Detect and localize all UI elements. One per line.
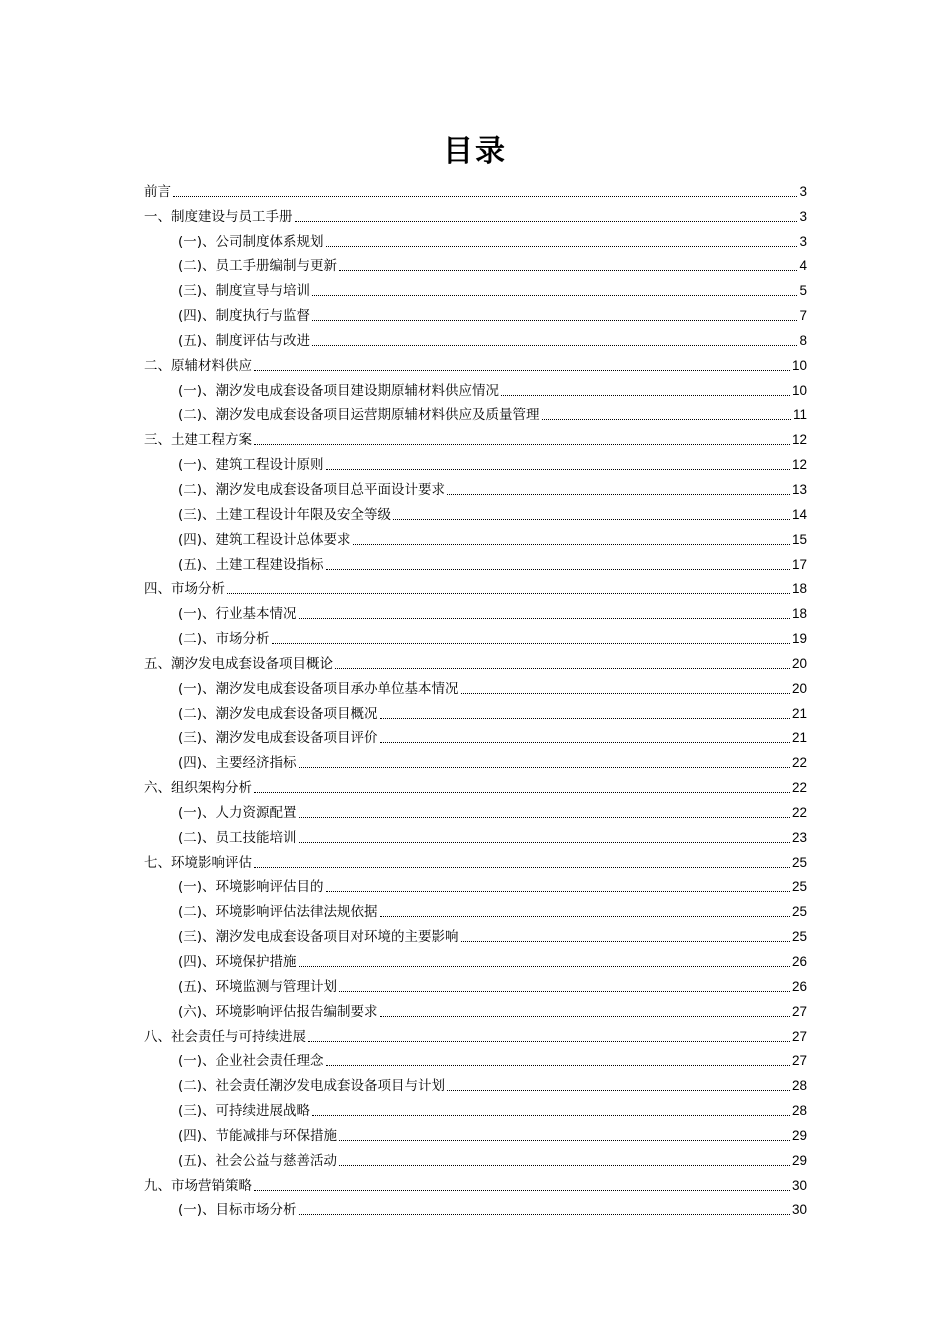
toc-section-entry[interactable] [144, 226, 807, 251]
toc-chapter-entry[interactable] [144, 176, 807, 201]
toc-dot-leader [254, 370, 790, 371]
toc-chapter-entry[interactable] [144, 350, 807, 375]
toc-page-number: 3 [799, 183, 807, 199]
toc-entry-label: (四)、建筑工程设计总体要求 [178, 531, 351, 548]
toc-page-number: 12 [791, 432, 807, 448]
toc-page-number: 19 [791, 631, 807, 647]
toc-page-number: 7 [799, 308, 807, 324]
toc-dot-leader [353, 544, 790, 545]
toc-dot-leader [501, 395, 790, 396]
toc-section-entry[interactable] [144, 996, 807, 1021]
toc-page-number: 30 [791, 1202, 807, 1218]
toc-section-entry[interactable] [144, 1046, 807, 1071]
toc-section-entry[interactable] [144, 623, 807, 648]
toc-dot-leader [299, 618, 790, 619]
toc-entry-label: 七、环境影响评估 [144, 854, 252, 871]
toc-dot-leader [339, 270, 797, 271]
toc-page-number: 27 [791, 1003, 807, 1019]
toc-dot-leader [295, 221, 798, 222]
toc-entry-label: (一)、建筑工程设计原则 [178, 457, 324, 474]
toc-dot-leader [326, 891, 790, 892]
toc-page-number: 20 [791, 680, 807, 696]
toc-dot-leader [461, 693, 790, 694]
toc-section-entry[interactable] [144, 375, 807, 400]
toc-entry-label: (二)、潮汐发电成套设备项目概况 [178, 705, 378, 722]
toc-dot-leader [380, 916, 790, 917]
toc-dot-leader [299, 767, 790, 768]
toc-entry-label: (二)、员工手册编制与更新 [178, 258, 338, 275]
toc-dot-leader [326, 469, 790, 470]
toc-section-entry[interactable] [144, 549, 807, 574]
toc-page-number: 29 [791, 1127, 807, 1143]
toc-entry-label: (一)、潮汐发电成套设备项目承办单位基本情况 [178, 680, 459, 697]
toc-dot-leader [299, 842, 790, 843]
toc-chapter-entry[interactable] [144, 847, 807, 872]
toc-section-entry[interactable] [144, 1095, 807, 1120]
toc-page-number: 8 [799, 332, 807, 348]
toc-page-number: 3 [799, 233, 807, 249]
toc-dot-leader [339, 991, 790, 992]
toc-entry-label: (四)、环境保护措施 [178, 954, 297, 970]
toc-dot-leader [339, 1140, 790, 1141]
toc-page-number: 25 [791, 929, 807, 945]
toc-page-number: 27 [791, 1053, 807, 1069]
toc-entry-label: (一)、企业社会责任理念 [178, 1053, 324, 1070]
toc-section-entry[interactable] [144, 300, 807, 325]
toc-chapter-entry[interactable] [144, 1170, 807, 1195]
toc-entry-label: (四)、主要经济指标 [178, 755, 297, 772]
toc-dot-leader [254, 1190, 790, 1191]
toc-page-number: 14 [791, 506, 807, 522]
toc-page-number: 22 [791, 755, 807, 771]
toc-chapter-entry[interactable] [144, 772, 807, 797]
toc-entry-label: (五)、社会公益与慈善活动 [178, 1152, 338, 1169]
toc-page-number: 5 [799, 283, 807, 299]
toc-dot-leader [312, 295, 797, 296]
toc-entry-label: 六、组织架构分析 [144, 780, 252, 797]
toc-entry-label: 三、土建工程方案 [144, 432, 252, 449]
toc-page-number: 17 [791, 556, 807, 572]
toc-chapter-entry[interactable] [144, 424, 807, 449]
toc-section-entry[interactable] [144, 449, 807, 474]
toc-section-entry[interactable] [144, 400, 807, 425]
toc-dot-leader [254, 792, 790, 793]
toc-entry-label: (一)、目标市场分析 [178, 1202, 297, 1219]
toc-entry-label: (二)、潮汐发电成套设备项目运营期原辅材料供应及质量管理 [178, 407, 540, 424]
toc-section-entry[interactable] [144, 1070, 807, 1095]
toc-section-entry[interactable] [144, 822, 807, 847]
toc-entry-label: (一)、行业基本情况 [178, 606, 297, 623]
toc-page-number: 21 [791, 730, 807, 746]
toc-entry-label: (一)、环境影响评估目的 [178, 879, 324, 896]
toc-page-number: 13 [791, 481, 807, 497]
toc-page-number: 21 [791, 705, 807, 721]
toc-page-number: 28 [791, 1078, 807, 1094]
toc-page-number: 20 [791, 655, 807, 671]
toc-page-number: 26 [791, 978, 807, 994]
toc-dot-leader [254, 444, 790, 445]
toc-section-entry[interactable] [144, 896, 807, 921]
toc-entry-label: (三)、制度宣导与培训 [178, 283, 311, 300]
toc-section-entry[interactable] [144, 723, 807, 748]
toc-title: 目录 [443, 134, 507, 169]
toc-entry-label: (五)、土建工程建设指标 [178, 556, 324, 573]
toc-page-number: 10 [791, 357, 807, 373]
toc-entry-label: 九、市场营销策略 [144, 1177, 252, 1194]
toc-dot-leader [312, 1115, 790, 1116]
toc-dot-leader [254, 867, 790, 868]
toc-page-number: 30 [791, 1177, 807, 1193]
toc-section-entry[interactable] [144, 1195, 807, 1220]
toc-entry-label: (三)、土建工程设计年限及安全等级 [178, 506, 392, 523]
toc-dot-leader [227, 593, 790, 594]
toc-page-number: 25 [791, 904, 807, 920]
toc-section-entry[interactable] [144, 1120, 807, 1145]
toc-dot-leader [326, 1065, 790, 1066]
toc-page-number: 28 [791, 1103, 807, 1119]
toc-dot-leader [299, 1214, 790, 1215]
toc-section-entry[interactable] [144, 797, 807, 822]
toc-dot-leader [308, 1041, 790, 1042]
toc-page-number: 23 [791, 829, 807, 845]
toc-section-entry[interactable] [144, 747, 807, 772]
toc-page-number: 12 [791, 457, 807, 473]
toc-page-number: 4 [799, 258, 807, 274]
toc-dot-leader [447, 494, 790, 495]
toc-entry-label: (六)、环境影响评估报告编制要求 [178, 1003, 378, 1020]
toc-section-entry[interactable] [144, 946, 807, 971]
toc-dot-leader [339, 1165, 790, 1166]
toc-section-entry[interactable] [144, 698, 807, 723]
toc-dot-leader [447, 1090, 790, 1091]
toc-page-number: 18 [791, 581, 807, 597]
toc-dot-leader [272, 643, 790, 644]
toc-page-number: 18 [791, 606, 807, 622]
toc-dot-leader [312, 320, 797, 321]
toc-section-entry[interactable] [144, 872, 807, 897]
toc-section-entry[interactable] [144, 921, 807, 946]
toc-entry-label: (一)、潮汐发电成套设备项目建设期原辅材料供应情况 [178, 382, 500, 399]
toc-section-entry[interactable] [144, 1145, 807, 1170]
toc-entry-label: (三)、潮汐发电成套设备项目对环境的主要影响 [178, 929, 459, 946]
toc-page-number: 15 [791, 531, 807, 547]
toc-entry-label: 五、潮汐发电成套设备项目概论 [144, 655, 333, 672]
toc-section-entry[interactable] [144, 275, 807, 300]
toc-entry-label: (三)、潮汐发电成套设备项目评价 [178, 730, 378, 747]
table-of-contents [144, 176, 807, 1219]
toc-section-entry[interactable] [144, 325, 807, 350]
toc-section-entry[interactable] [144, 499, 807, 524]
toc-dot-leader [393, 519, 790, 520]
toc-page-number: 10 [791, 382, 807, 398]
toc-dot-leader [326, 569, 790, 570]
toc-entry-label: 二、原辅材料供应 [144, 357, 252, 374]
toc-section-entry[interactable] [144, 474, 807, 499]
toc-page-number: 25 [791, 854, 807, 870]
toc-entry-label: 八、社会责任与可持续进展 [144, 1028, 306, 1045]
toc-entry-label: (二)、环境影响评估法律法规依据 [178, 904, 378, 921]
toc-entry-label: (一)、人力资源配置 [178, 804, 297, 821]
toc-entry-label: 前言 [144, 183, 171, 200]
toc-dot-leader [380, 1016, 790, 1017]
toc-dot-leader [173, 196, 797, 197]
toc-dot-leader [326, 246, 798, 247]
toc-section-entry[interactable] [144, 971, 807, 996]
toc-page-number: 26 [791, 954, 807, 969]
toc-entry-label: (二)、市场分析 [178, 631, 270, 648]
toc-dot-leader [335, 668, 790, 669]
toc-dot-leader [312, 345, 797, 346]
toc-page-number: 11 [792, 407, 807, 423]
toc-entry-label: (二)、社会责任潮汐发电成套设备项目与计划 [178, 1078, 446, 1095]
toc-page-number: 27 [791, 1028, 807, 1044]
toc-entry-label: (三)、可持续进展战略 [178, 1103, 311, 1120]
toc-page-number: 22 [791, 804, 807, 820]
toc-chapter-entry[interactable] [144, 648, 807, 673]
toc-entry-label: (二)、潮汐发电成套设备项目总平面设计要求 [178, 481, 446, 498]
toc-entry-label: (五)、环境监测与管理计划 [178, 978, 338, 995]
toc-section-entry[interactable] [144, 524, 807, 549]
toc-dot-leader [299, 817, 790, 818]
toc-section-entry[interactable] [144, 251, 807, 276]
toc-section-entry[interactable] [144, 673, 807, 698]
toc-entry-label: (五)、制度评估与改进 [178, 332, 311, 349]
toc-section-entry[interactable] [144, 598, 807, 623]
toc-page-number: 3 [799, 208, 807, 224]
toc-entry-label: (一)、公司制度体系规划 [178, 233, 324, 250]
toc-entry-label: (二)、员工技能培训 [178, 829, 297, 846]
toc-chapter-entry[interactable] [144, 1021, 807, 1046]
toc-dot-leader [380, 718, 790, 719]
toc-dot-leader [299, 966, 790, 967]
toc-chapter-entry[interactable] [144, 201, 807, 226]
toc-page-number: 25 [791, 879, 807, 895]
toc-dot-leader [542, 419, 791, 420]
toc-dot-leader [380, 742, 790, 743]
toc-entry-label: (四)、节能减排与环保措施 [178, 1127, 338, 1144]
toc-dot-leader [461, 941, 790, 942]
toc-page-number: 29 [791, 1152, 807, 1168]
toc-entry-label: 四、市场分析 [144, 581, 225, 598]
toc-chapter-entry[interactable] [144, 574, 807, 599]
toc-page-number: 22 [791, 780, 807, 796]
toc-entry-label: (四)、制度执行与监督 [178, 308, 311, 325]
toc-entry-label: 一、制度建设与员工手册 [144, 208, 293, 225]
